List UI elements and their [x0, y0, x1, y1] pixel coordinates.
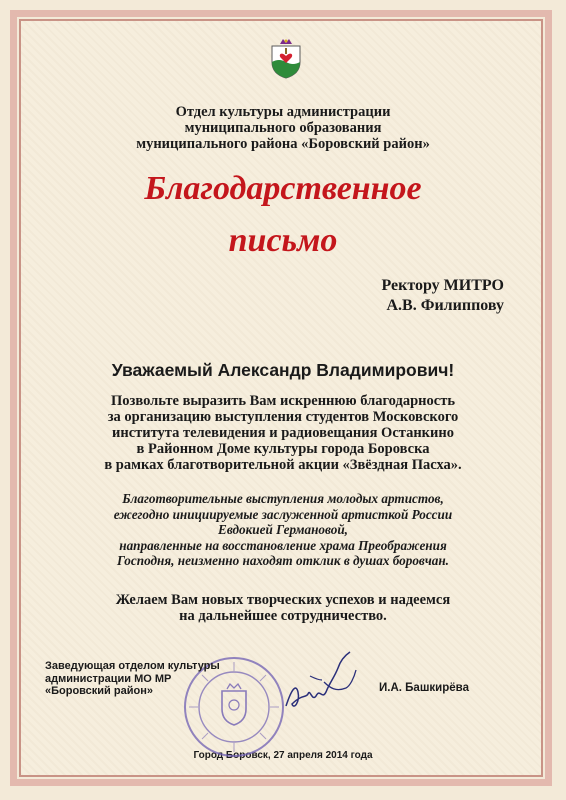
addressee-block — [381, 276, 504, 316]
addressee-position: Ректору МИТРО — [381, 277, 504, 294]
body-paragraph — [40, 393, 526, 473]
signer-title — [45, 660, 220, 698]
signer-name: И.А. Башкирёва — [379, 682, 469, 694]
body-line: Позвольте выразить Вам искреннюю благодарность — [110, 393, 455, 409]
department-line: муниципального образования — [184, 120, 382, 136]
italic-line: направленные на восстановление храма Преображения — [119, 537, 447, 553]
wish-line: Желаем Вам новых творческих успехов и надеемся — [115, 592, 451, 608]
department-header — [40, 104, 526, 152]
letter-title-line-2: письмо — [228, 222, 338, 259]
signer-title-line: «Боровский район» — [45, 685, 153, 697]
italic-line: Господня, неизменно находят отклик в душах боровчан. — [117, 553, 449, 569]
body-line: в рамках благотворительной акции «Звёздная Пасха». — [104, 457, 462, 473]
place-and-date: Город Боровск, 27 апреля 2014 года — [193, 750, 373, 761]
wish-line: на дальнейшее сотрудничество. — [179, 608, 387, 624]
body-line: за организацию выступления студентов Московского — [107, 409, 459, 425]
italic-line: Благотворительные выступления молодых артистов, — [122, 491, 444, 506]
wish-paragraph — [40, 592, 526, 624]
department-line: Отдел культуры администрации — [175, 104, 391, 120]
signer-title-line: Заведующая отделом культуры — [45, 660, 220, 672]
italic-line: ежегодно инициируемые заслуженной артисткой России — [113, 506, 453, 522]
body-line: в Районном Доме культуры города Боровска — [136, 441, 430, 457]
letter-title-line-1: Благодарственное — [144, 170, 422, 207]
coat-of-arms-icon — [269, 36, 303, 80]
department-line: муниципального района «Боровский район» — [136, 136, 430, 152]
italic-paragraph — [40, 491, 526, 569]
handwritten-signature — [280, 648, 360, 720]
signer-title-line: администрации МО МР — [45, 672, 172, 685]
body-line: института телевидения и радиовещания Останкино — [112, 425, 454, 441]
addressee-name: А.В. Филиппову — [386, 297, 504, 314]
greeting: Уважаемый Александр Владимирович! — [111, 360, 455, 380]
italic-line: Евдокией Германовой, — [218, 522, 348, 538]
